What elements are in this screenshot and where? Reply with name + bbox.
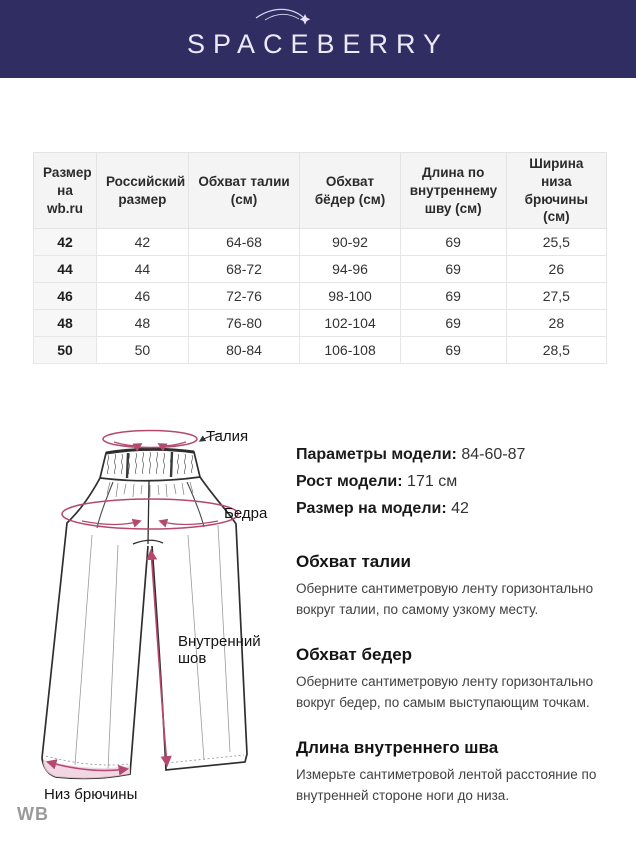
size-cell: 48 bbox=[97, 310, 189, 337]
size-cell: 69 bbox=[400, 337, 506, 364]
model-params-value: 84-60-87 bbox=[461, 446, 526, 463]
column-header: Обхват талии (см) bbox=[188, 153, 300, 229]
hem-label: Низ брючины bbox=[44, 786, 138, 803]
size-row bbox=[34, 337, 607, 364]
guide-title: Обхват талии bbox=[296, 552, 411, 571]
size-cell: 69 bbox=[400, 283, 506, 310]
size-cell: 102-104 bbox=[300, 310, 400, 337]
size-row bbox=[34, 283, 607, 310]
guide-text: Измерьте сантиметровой лентой расстояние по внутренней стороне ноги до низа. bbox=[296, 766, 597, 803]
model-height-value: 171 см bbox=[407, 473, 458, 490]
size-cell: 42 bbox=[34, 229, 97, 256]
waist-label: Талия bbox=[206, 428, 249, 445]
size-cell: 46 bbox=[97, 283, 189, 310]
column-header: Ширина низа брючины (см) bbox=[506, 153, 606, 229]
pants-measurement-diagram bbox=[30, 420, 292, 820]
guide-title: Обхват бедер bbox=[296, 644, 413, 664]
size-cell: 69 bbox=[400, 310, 506, 337]
size-cell: 44 bbox=[34, 256, 97, 283]
size-cell: 28,5 bbox=[506, 337, 606, 364]
waist-measure-ellipse bbox=[103, 431, 197, 448]
size-cell: 26 bbox=[506, 256, 606, 283]
brand-header bbox=[0, 0, 636, 78]
model-params-line bbox=[296, 441, 630, 468]
size-row bbox=[34, 229, 607, 256]
pants-illustration bbox=[30, 420, 292, 820]
column-header: Размер на wb.ru bbox=[34, 153, 97, 229]
model-size-value: 42 bbox=[451, 500, 469, 517]
size-cell: 25,5 bbox=[506, 229, 606, 256]
size-cell: 90-92 bbox=[300, 229, 400, 256]
size-cell: 76-80 bbox=[188, 310, 300, 337]
column-header: Обхват бёдер (см) bbox=[300, 153, 400, 229]
wb-watermark: WB bbox=[17, 804, 49, 824]
brand-logo-text: SPACEBERRY bbox=[186, 28, 450, 59]
brand-logo bbox=[187, 19, 449, 60]
size-cell: 64-68 bbox=[188, 229, 300, 256]
size-table-header-row bbox=[34, 153, 607, 229]
column-header: Длина по внутреннему шву (см) bbox=[400, 153, 506, 229]
model-size-line bbox=[296, 495, 630, 522]
size-cell: 48 bbox=[34, 310, 97, 337]
size-cell: 69 bbox=[400, 256, 506, 283]
size-cell: 42 bbox=[97, 229, 189, 256]
model-height-label: Рост модели: bbox=[296, 473, 403, 490]
guide-title: Длина внутреннего шва bbox=[296, 737, 499, 757]
size-cell: 50 bbox=[97, 337, 189, 364]
size-cell: 68-72 bbox=[188, 256, 300, 283]
guide-section-hips bbox=[296, 645, 630, 714]
model-height-line bbox=[296, 468, 630, 495]
size-cell: 94-96 bbox=[300, 256, 400, 283]
guide-section-waist bbox=[296, 552, 630, 621]
size-cell: 28 bbox=[506, 310, 606, 337]
size-cell: 46 bbox=[34, 283, 97, 310]
size-row bbox=[34, 310, 607, 337]
column-header: Российский размер bbox=[97, 153, 189, 229]
guide-text: Оберните сантиметровую ленту горизонтально вокруг бедер, по самым выступающим точкам. bbox=[296, 673, 594, 710]
size-cell: 80-84 bbox=[188, 337, 300, 364]
guide-section-inseam bbox=[296, 738, 630, 807]
inseam-label: Внутренний шов bbox=[178, 633, 261, 668]
hips-label: Бедра bbox=[224, 505, 268, 522]
size-cell: 44 bbox=[97, 256, 189, 283]
measurement-info-column bbox=[296, 441, 630, 807]
size-cell: 106-108 bbox=[300, 337, 400, 364]
size-cell: 50 bbox=[34, 337, 97, 364]
model-params-label: Параметры модели: bbox=[296, 446, 457, 463]
comet-star-icon bbox=[253, 3, 317, 33]
guide-text: Оберните сантиметровую ленту горизонтально вокруг талии, по самому узкому месту. bbox=[296, 581, 594, 617]
size-cell: 72-76 bbox=[188, 283, 300, 310]
size-cell: 69 bbox=[400, 229, 506, 256]
size-cell: 98-100 bbox=[300, 283, 400, 310]
model-info bbox=[296, 441, 630, 522]
size-cell: 27,5 bbox=[506, 283, 606, 310]
model-size-label: Размер на модели: bbox=[296, 500, 447, 517]
size-row bbox=[34, 256, 607, 283]
size-table bbox=[33, 152, 607, 364]
